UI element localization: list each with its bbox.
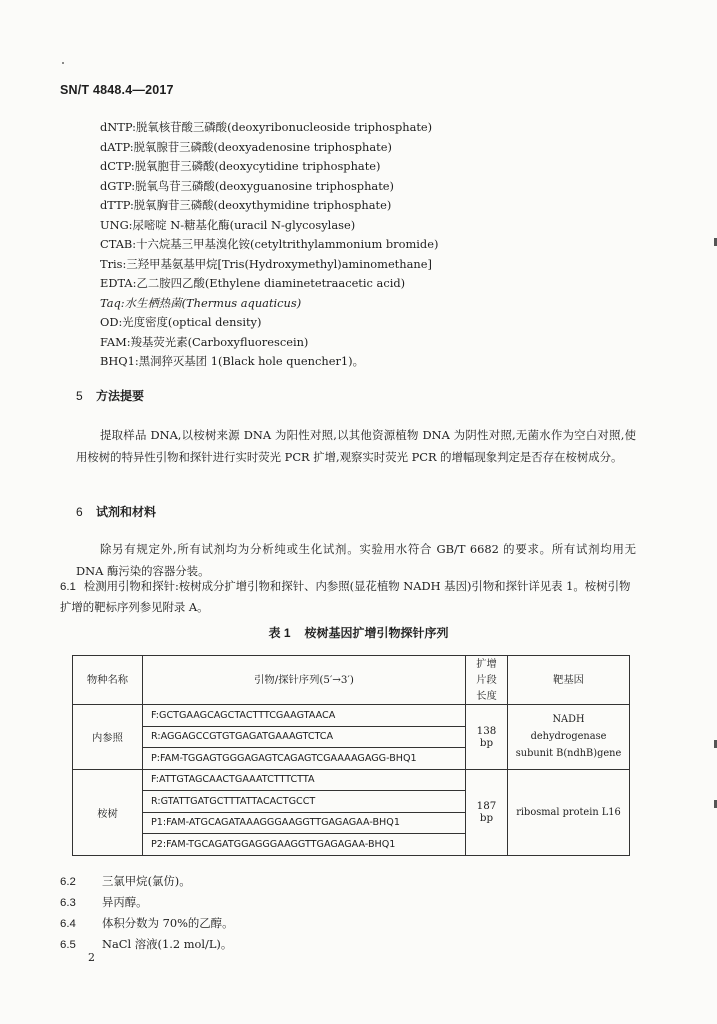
item-number: 6.3 <box>60 897 76 909</box>
item-text: 异丙醇。 <box>102 895 148 909</box>
list-item <box>60 913 233 934</box>
table-row <box>73 705 630 727</box>
clause-6-1-number: 6.1 <box>60 581 76 593</box>
item-text: NaCl 溶液(1.2 mol/L)。 <box>102 937 233 951</box>
scan-speck <box>62 62 64 64</box>
abbreviation-list <box>100 118 438 372</box>
item-number: 6.5 <box>60 939 76 951</box>
section-6-title: 试剂和材料 <box>96 505 157 519</box>
table-caption-number: 表 1 <box>268 626 291 640</box>
page-number: 2 <box>88 951 95 964</box>
target-gene: NADH dehydrogenase subunit B(ndhB)gene <box>508 705 630 770</box>
sequence-cell: P2:FAM-TGCAGATGGAGGGAAGGTTGAGAGAA-BHQ1 <box>143 834 466 856</box>
species-eucalyptus: 桉树 <box>73 769 143 855</box>
table-caption-title: 桉树基因扩增引物探针序列 <box>304 626 449 640</box>
abbreviation-od: OD:光度密度(optical density) <box>100 315 262 329</box>
section-5-number: 5 <box>76 389 83 403</box>
sequence-cell: F:ATTGTAGCAACTGAAATCTTTCTTA <box>143 769 466 791</box>
abbreviation-dntp: dNTP:脱氧核苷酸三磷酸(deoxyribonucleoside triphosphate) <box>100 120 433 134</box>
reagent-list <box>60 871 233 955</box>
abbreviation-dctp: dCTP:脱氧胞苷三磷酸(deoxycytidine triphosphate) <box>100 159 381 173</box>
sequence-cell: P:FAM-TGGAGTGGGAGAGTCAGAGTCGAAAAGAGG-BHQ1 <box>143 748 466 770</box>
section-5-paragraph: 提取样品 DNA,以桉树来源 DNA 为阳性对照,以其他资源植物 DNA 为阴性对照,无菌水作为空白对照,使用桉树的特异性引物和探针进行实时荧光 PCR 扩增,观察实时荧光 PCR 的增幅现象判定是否存在桉树成分。 <box>76 428 636 464</box>
abbreviation-dttp: dTTP:脱氧胸苷三磷酸(deoxythymidine triphosphate) <box>100 198 392 212</box>
header-species: 物种名称 <box>73 656 143 705</box>
sequence-cell: P1:FAM-ATGCAGATAAAGGGAAGGTTGAGAGAA-BHQ1 <box>143 812 466 834</box>
header-length: 扩增片段长度 <box>466 656 508 705</box>
section-5-title: 方法提要 <box>96 389 145 403</box>
table-row <box>73 769 630 791</box>
clause-6-1 <box>60 576 636 617</box>
abbreviation-taq: Taq:水生栖热菌(Thermus aquaticus) <box>100 295 302 310</box>
abbreviation-fam: FAM:羧基荧光素(Carboxyfluorescein) <box>100 334 309 349</box>
sequence-cell: R:AGGAGCCGTGTGAGATGAAAGTCTCA <box>143 726 466 748</box>
amplicon-length: 138 bp <box>466 705 508 770</box>
sequence-cell: R:GTATTGATGCTTTATTACACTGCCT <box>143 791 466 813</box>
list-item <box>60 892 233 913</box>
abbreviation-datp: dATP:脱氧腺苷三磷酸(deoxyadenosine triphosphate) <box>100 139 392 154</box>
target-gene: ribosmal protein L16 <box>508 769 630 855</box>
item-number: 6.4 <box>60 918 76 930</box>
abbreviation-ung: UNG:尿嘧啶 N-糖基化酶(uracil N-glycosylase) <box>100 217 356 232</box>
list-item <box>60 934 233 955</box>
section-6-paragraph: 除另有规定外,所有试剂均为分析纯或生化试剂。实验用水符合 GB/T 6682 的要求。所有试剂均用无 DNA 酶污染的容器分装。 <box>76 542 636 578</box>
primer-probe-table <box>72 655 630 856</box>
abbreviation-dgtp: dGTP:脱氧鸟苷三磷酸(deoxyguanosine triphosphate) <box>100 178 394 193</box>
header-sequence: 引物/探针序列(5′→3′) <box>143 656 466 705</box>
item-number: 6.2 <box>60 876 76 888</box>
section-5-heading <box>76 387 144 404</box>
species-internal-reference: 内参照 <box>73 705 143 770</box>
abbreviation-ctab: CTAB:十六烷基三甲基溴化铵(cetyltrithylammonium bromide) <box>100 237 439 251</box>
list-item <box>60 871 233 892</box>
item-text: 三氯甲烷(氯仿)。 <box>102 874 191 888</box>
abbreviation-edta: EDTA:乙二胺四乙酸(Ethylene diaminetetraacetic acid) <box>100 276 406 290</box>
item-text: 体积分数为 70%的乙醇。 <box>102 916 234 930</box>
abbreviation-bhq1: BHQ1:黑洞猝灭基团 1(Black hole quencher1)。 <box>100 354 364 368</box>
standard-code-header: SN/T 4848.4—2017 <box>60 83 174 97</box>
amplicon-length: 187 bp <box>466 769 508 855</box>
table-header-row <box>73 656 630 705</box>
clause-6-1-text: 检测用引物和探针:桉树成分扩增引物和探针、内参照(显花植物 NADH 基因)引物和探针详见表 1。桉树引物扩增的靶标序列参见附录 A。 <box>60 579 631 614</box>
header-target-gene: 靶基因 <box>508 656 630 705</box>
sequence-cell: F:GCTGAAGCAGCTACTTTCGAAGTAACA <box>143 705 466 727</box>
table-caption <box>0 624 717 641</box>
section-6-number: 6 <box>76 505 83 519</box>
abbreviation-tris: Tris:三羟甲基氨基甲烷[Tris(Hydroxymethyl)aminomethane] <box>100 256 432 271</box>
section-6-heading <box>76 503 156 520</box>
